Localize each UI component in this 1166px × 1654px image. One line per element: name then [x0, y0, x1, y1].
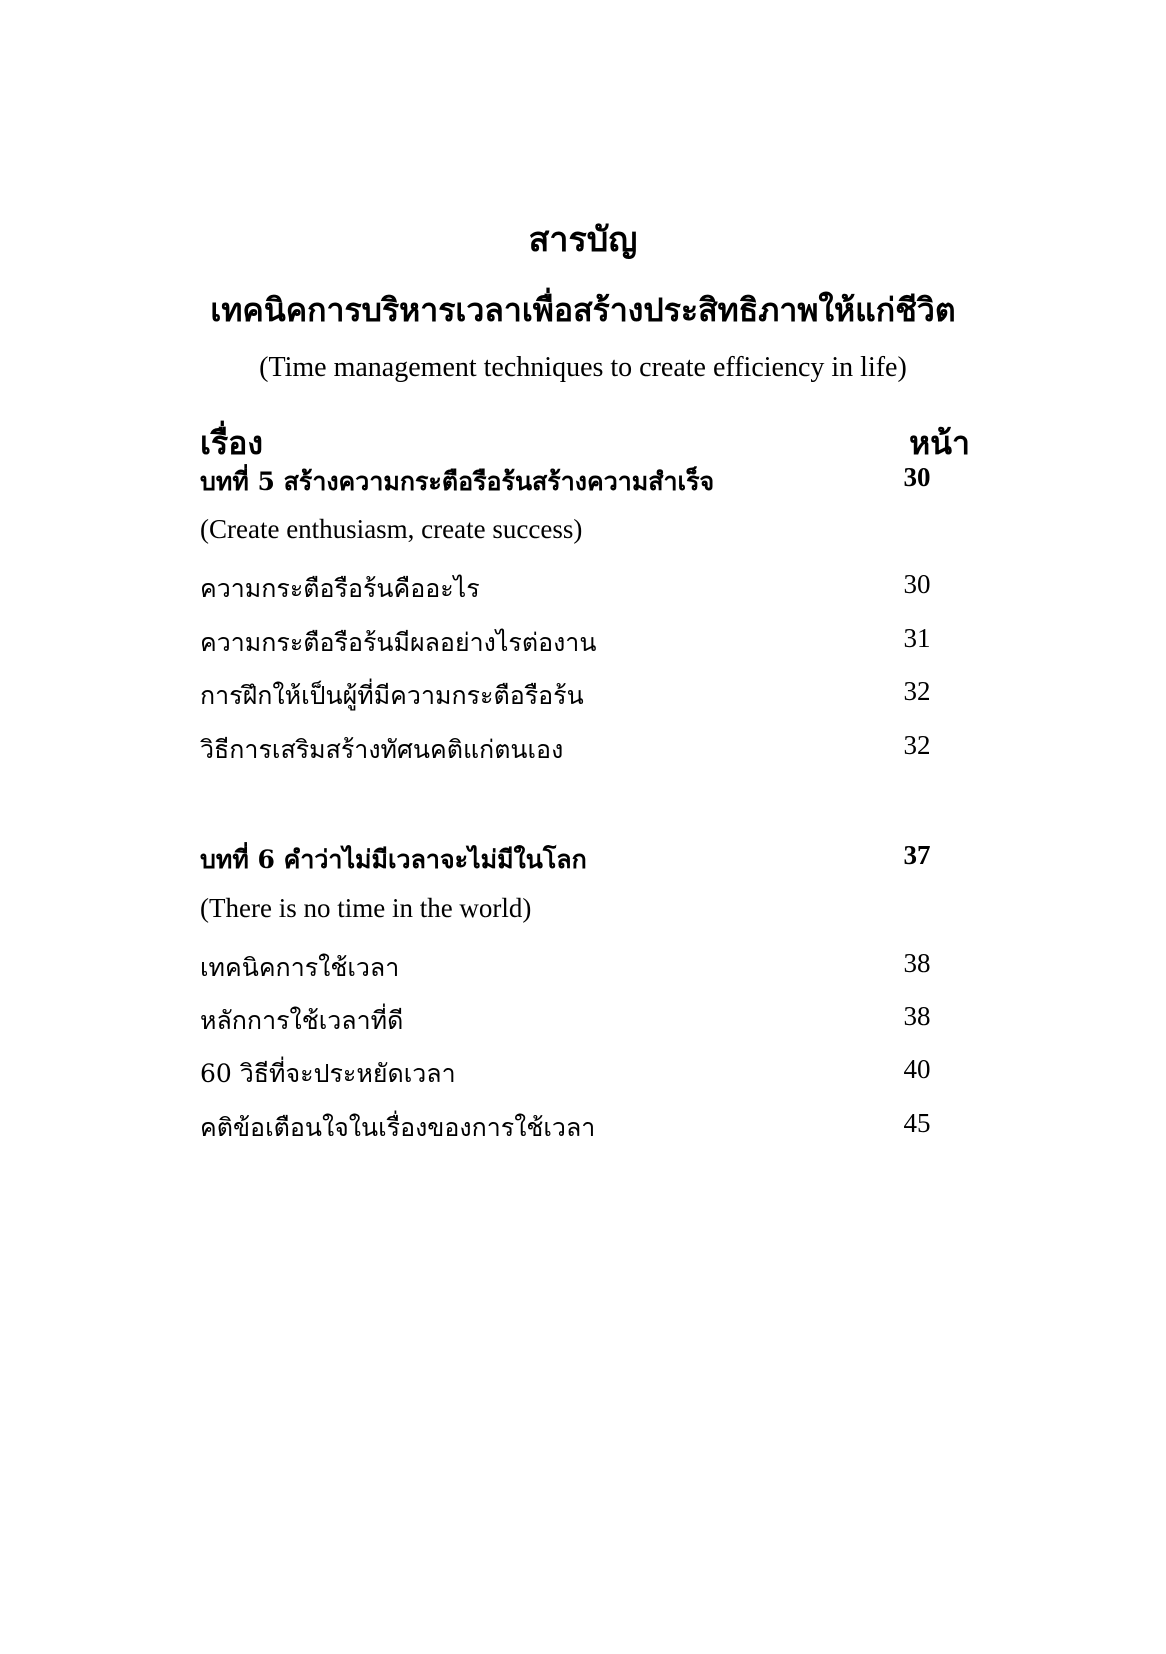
page-title: สารบัญ	[528, 220, 638, 260]
column-page-label: หน้า	[909, 424, 970, 462]
page-number: 38	[903, 1001, 931, 1031]
page-number: 32	[903, 676, 931, 706]
chapter-5-entry	[200, 462, 942, 502]
book-title: เทคนิคการบริหารเวลาเพื่อสร้างประสิทธิภาพให้แก่ชีวิต	[210, 291, 956, 329]
toc-item-label: ความกระตือรือร้นมีผลอย่างไรต่องาน	[200, 628, 597, 657]
chapter-english-title: (Create enthusiasm, create success)	[200, 514, 583, 544]
page-number: 30	[903, 462, 931, 492]
toc-item-label: 60 วิธีที่จะประหยัดเวลา	[200, 1059, 456, 1088]
chapter-5-english-title	[200, 514, 942, 554]
page-number: 37	[903, 840, 931, 870]
toc-item-label: คติข้อเตือนใจในเรื่องของการใช้เวลา	[200, 1113, 596, 1142]
toc-item	[200, 730, 942, 770]
toc-item	[200, 676, 942, 716]
toc-item	[200, 1108, 942, 1148]
column-subject-label: เรื่อง	[200, 424, 263, 462]
chapter-english-title: (There is no time in the world)	[200, 893, 532, 923]
chapter-6-entry	[200, 840, 942, 880]
book-subtitle: (Time management techniques to create efficiency in life)	[259, 352, 907, 383]
chapter-6-english-title	[200, 893, 942, 933]
page-number: 45	[903, 1108, 931, 1138]
toc-item-label: การฝึกให้เป็นผู้ที่มีความกระตือรือร้น	[200, 681, 584, 710]
page-number: 38	[903, 948, 931, 978]
page-number: 32	[903, 730, 931, 760]
page-number: 31	[903, 623, 931, 653]
toc-item	[200, 1054, 942, 1094]
chapter-title: บทที่ 6 คำว่าไม่มีเวลาจะไม่มีในโลก	[200, 845, 587, 874]
page-number: 30	[903, 569, 931, 599]
toc-item-label: ความกระตือรือร้นคืออะไร	[200, 574, 480, 603]
toc-item	[200, 623, 942, 663]
toc-item-label: หลักการใช้เวลาที่ดี	[200, 1006, 404, 1035]
toc-item-label: เทคนิคการใช้เวลา	[200, 953, 400, 982]
toc-item-label: วิธีการเสริมสร้างทัศนคติแก่ตนเอง	[200, 735, 564, 764]
chapter-title: บทที่ 5 สร้างความกระตือรือร้นสร้างความสำเร็จ	[200, 467, 715, 496]
toc-item	[200, 569, 942, 609]
toc-item	[200, 1001, 942, 1041]
page-number: 40	[903, 1054, 931, 1084]
toc-item	[200, 948, 942, 988]
